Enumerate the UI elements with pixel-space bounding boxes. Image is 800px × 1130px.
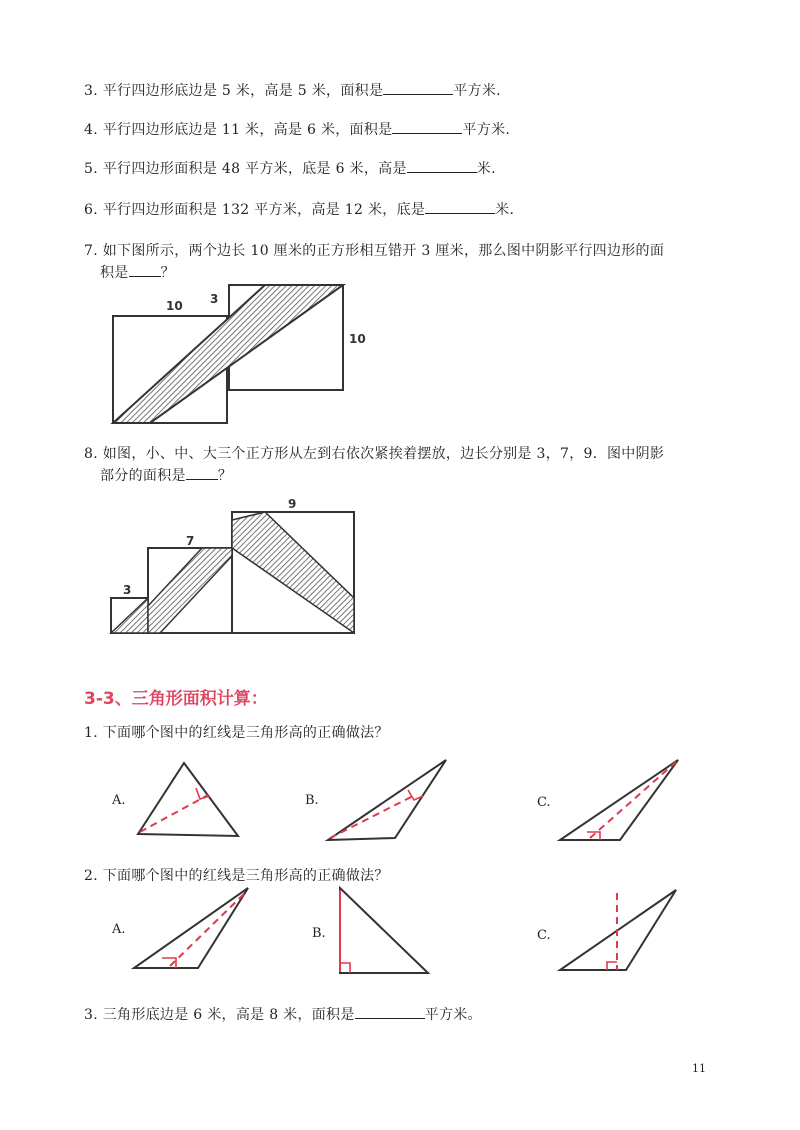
q1-option-c-label[interactable]: C. (537, 795, 551, 810)
label-right-10: 10 (349, 332, 366, 346)
problem-unit: 米. (495, 202, 515, 218)
problem-text: 积是 (100, 265, 129, 281)
problem-number: 5. (84, 161, 98, 177)
problem-number: 1. (84, 725, 98, 741)
problem-number: 6. (84, 202, 98, 218)
problem-text: 部分的面积是 (100, 468, 186, 484)
q2-option-b-label[interactable]: B. (312, 926, 326, 941)
answer-blank[interactable] (355, 1006, 425, 1019)
problem-unit: 米. (476, 161, 496, 177)
q2-triangle-c[interactable] (560, 890, 676, 970)
q1-option-b-label[interactable]: B. (305, 793, 319, 808)
problem-text: 三角形底边是 6 米，高是 8 米，面积是 (102, 1007, 355, 1023)
problem-unit: 平方米. (462, 122, 511, 138)
problem-number: 3. (84, 83, 98, 99)
problem-unit: 平方米. (453, 83, 501, 99)
problem-text: 平行四边形底边是 11 米，高是 6 米，面积是 (102, 122, 393, 138)
problem-text: 如下图所示，两个边长 10 厘米的正方形相互错开 3 厘米，那么图中阴影平行四边形的面 (102, 243, 665, 259)
label-medium-7: 7 (186, 534, 195, 548)
page-number: 11 (692, 1062, 706, 1075)
label-large-9: 9 (288, 497, 297, 511)
q2-option-a-label[interactable]: A. (112, 922, 126, 937)
problem-text: 下面哪个图中的红线是三角形高的正确做法？ (102, 725, 389, 741)
problem-number: 7. (84, 243, 98, 259)
problem-number: 4. (84, 122, 98, 138)
q2-option-c-label[interactable]: C. (537, 928, 551, 943)
problem-number: 3. (84, 1007, 98, 1023)
q1-option-a-label[interactable]: A. (112, 793, 126, 808)
section-title: 3-3、三角形面积计算： (84, 689, 268, 709)
triangle-question-3 (84, 1004, 482, 1024)
problem-text: 下面哪个图中的红线是三角形高的正确做法？ (102, 868, 389, 884)
problem-text: 平行四边形面积是 132 平方米，高是 12 米，底是 (102, 202, 426, 218)
q2-triangle-a[interactable] (134, 888, 248, 968)
label-offset-3: 3 (210, 292, 219, 306)
label-top-10: 10 (166, 299, 183, 313)
problem-text: ？ (160, 265, 175, 281)
q2-triangle-b[interactable] (340, 888, 428, 973)
problem-text: 平行四边形底边是 5 米，高是 5 米，面积是 (102, 83, 384, 99)
problem-text: ？ (217, 468, 233, 484)
problem-number: 8. (84, 446, 98, 462)
label-small-3: 3 (123, 583, 132, 597)
problem-text: 平行四边形面积是 48 平方米，底是 6 米，高是 (102, 161, 407, 177)
problem-number: 2. (84, 868, 98, 884)
problem-unit: 平方米。 (424, 1007, 482, 1023)
problem-text: 如图，小、中、大三个正方形从左到右依次紧挨着摆放，边长分别是 3，7，9．图中阴影 (102, 446, 665, 462)
